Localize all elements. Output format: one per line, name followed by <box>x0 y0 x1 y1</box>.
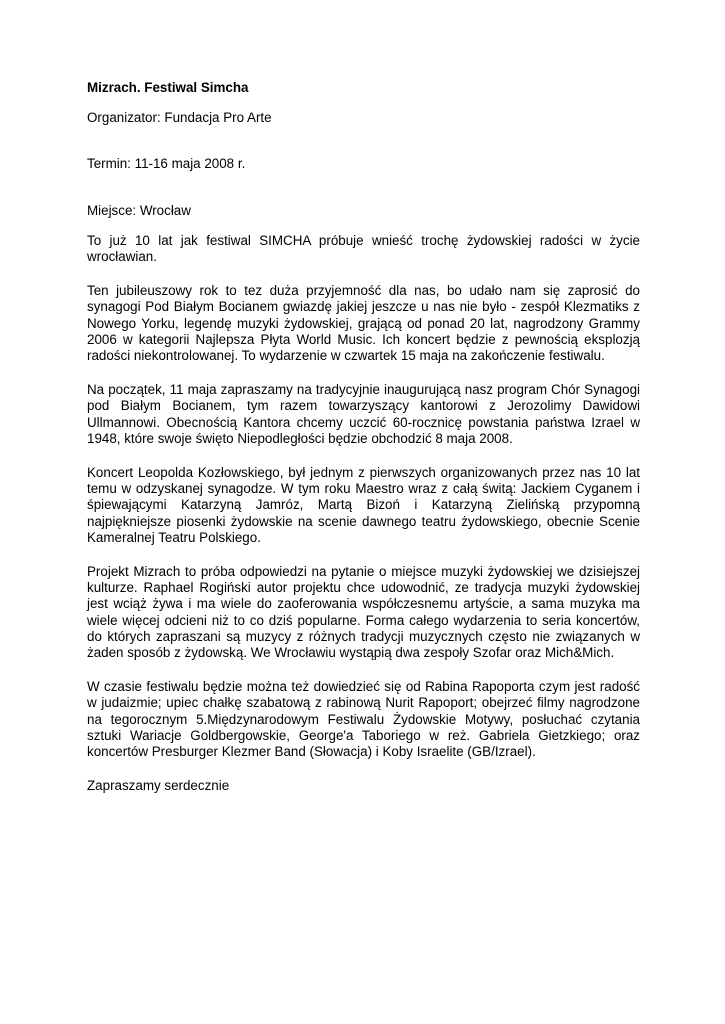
place-line: Miejsce: Wrocław <box>87 202 191 218</box>
body-paragraph: To już 10 lat jak festiwal SIMCHA próbuje wnieść trochę żydowskiej radości w życie wrocławian. <box>87 232 640 265</box>
body-paragraph: Projekt Mizrach to próba odpowiedzi na pytanie o miejsce muzyki żydowskiej we dzisiejszej kulturze. Raphael Rogiński autor projektu chce udowodnić, ze tradycja muzyki żydowskiej jest wciąż żywa i ma wiele do zaoferowania współczesnemu artyście, a sama muzyka ma wiele więcej odcieni niż to co dziś popularne. Forma całego wydarzenia to seria koncertów, do których zapraszani są muzycy z różnych tradycji muzycznych często nie związanych w żaden sposób z żydowską. We Wrocławiu wystąpią dwa zespoły Szofar oraz Mich&Mich. <box>87 564 640 661</box>
document-title: Mizrach. Festiwal Simcha <box>87 80 249 95</box>
body-paragraph: Na początek, 11 maja zapraszamy na tradycyjnie inaugurującą nasz program Chór Synagogi pod Białym Bocianem, tym razem towarzyszący kantorowi z Jerozolimy Dawidowi Ullmannowi. Obecnością Kantora chcemy uczcić 60-rocznicę powstania państwa Izrael w 1948, które swoje święto Niepodległości będzie obchodzić 8 maja 2008. <box>87 382 640 446</box>
document-page <box>87 80 640 795</box>
closing-line: Zapraszamy serdecznie <box>87 778 230 794</box>
body-paragraph: W czasie festiwalu będzie można też dowiedzieć się od Rabina Rapoporta czym jest radość w judaizmie; upiec chałkę szabatową z rabinową Nurit Rapoport; obejrzeć filmy nagrodzone na tegorocznym 5.Międzynarodowym Festiwalu Żydowskie Motywy, posłuchać czytania sztuki Wariacje Goldbergowskie, George'a Taboriego w reż. Gabriela Gietzkiego; oraz koncertów Presburger Klezmer Band (Słowacja) i Koby Israelite (GB/Izrael). <box>87 679 640 760</box>
body-paragraph: Ten jubileuszowy rok to tez duża przyjemność dla nas, bo udało nam się zaprosić do synagogi Pod Białym Bocianem gwiazdę jakiej jeszcze u nas nie było - zespół Klezmatiks z Nowego Yorku, legendę muzyki żydowskiej, grającą od ponad 20 lat, nagrodzony Grammy 2006 w kategorii Najlepsza Płyta World Music. Ich koncert będzie z pewnością eksplozją radości niekontrolowanej. To wydarzenie w czwartek 15 maja na zakończenie festiwalu. <box>87 283 640 364</box>
term-line: Termin: 11-16 maja 2008 r. <box>87 156 246 172</box>
body-paragraph: Koncert Leopolda Kozłowskiego, był jednym z pierwszych organizowanych przez nas 10 lat temu w odzyskanej synagodze. W tym roku Maestro wraz z całą świtą: Jackiem Cyganem i śpiewającymi Katarzyną Jamróz, Martą Bizoń i Katarzyną Zielińską przypomną najpiękniejsze piosenki żydowskie na scenie dawnego teatru żydowskiego, obecnie Scenie Kameralnej Teatru Polskiego. <box>87 465 640 545</box>
organizer-line: Organizator: Fundacja Pro Arte <box>87 110 272 126</box>
